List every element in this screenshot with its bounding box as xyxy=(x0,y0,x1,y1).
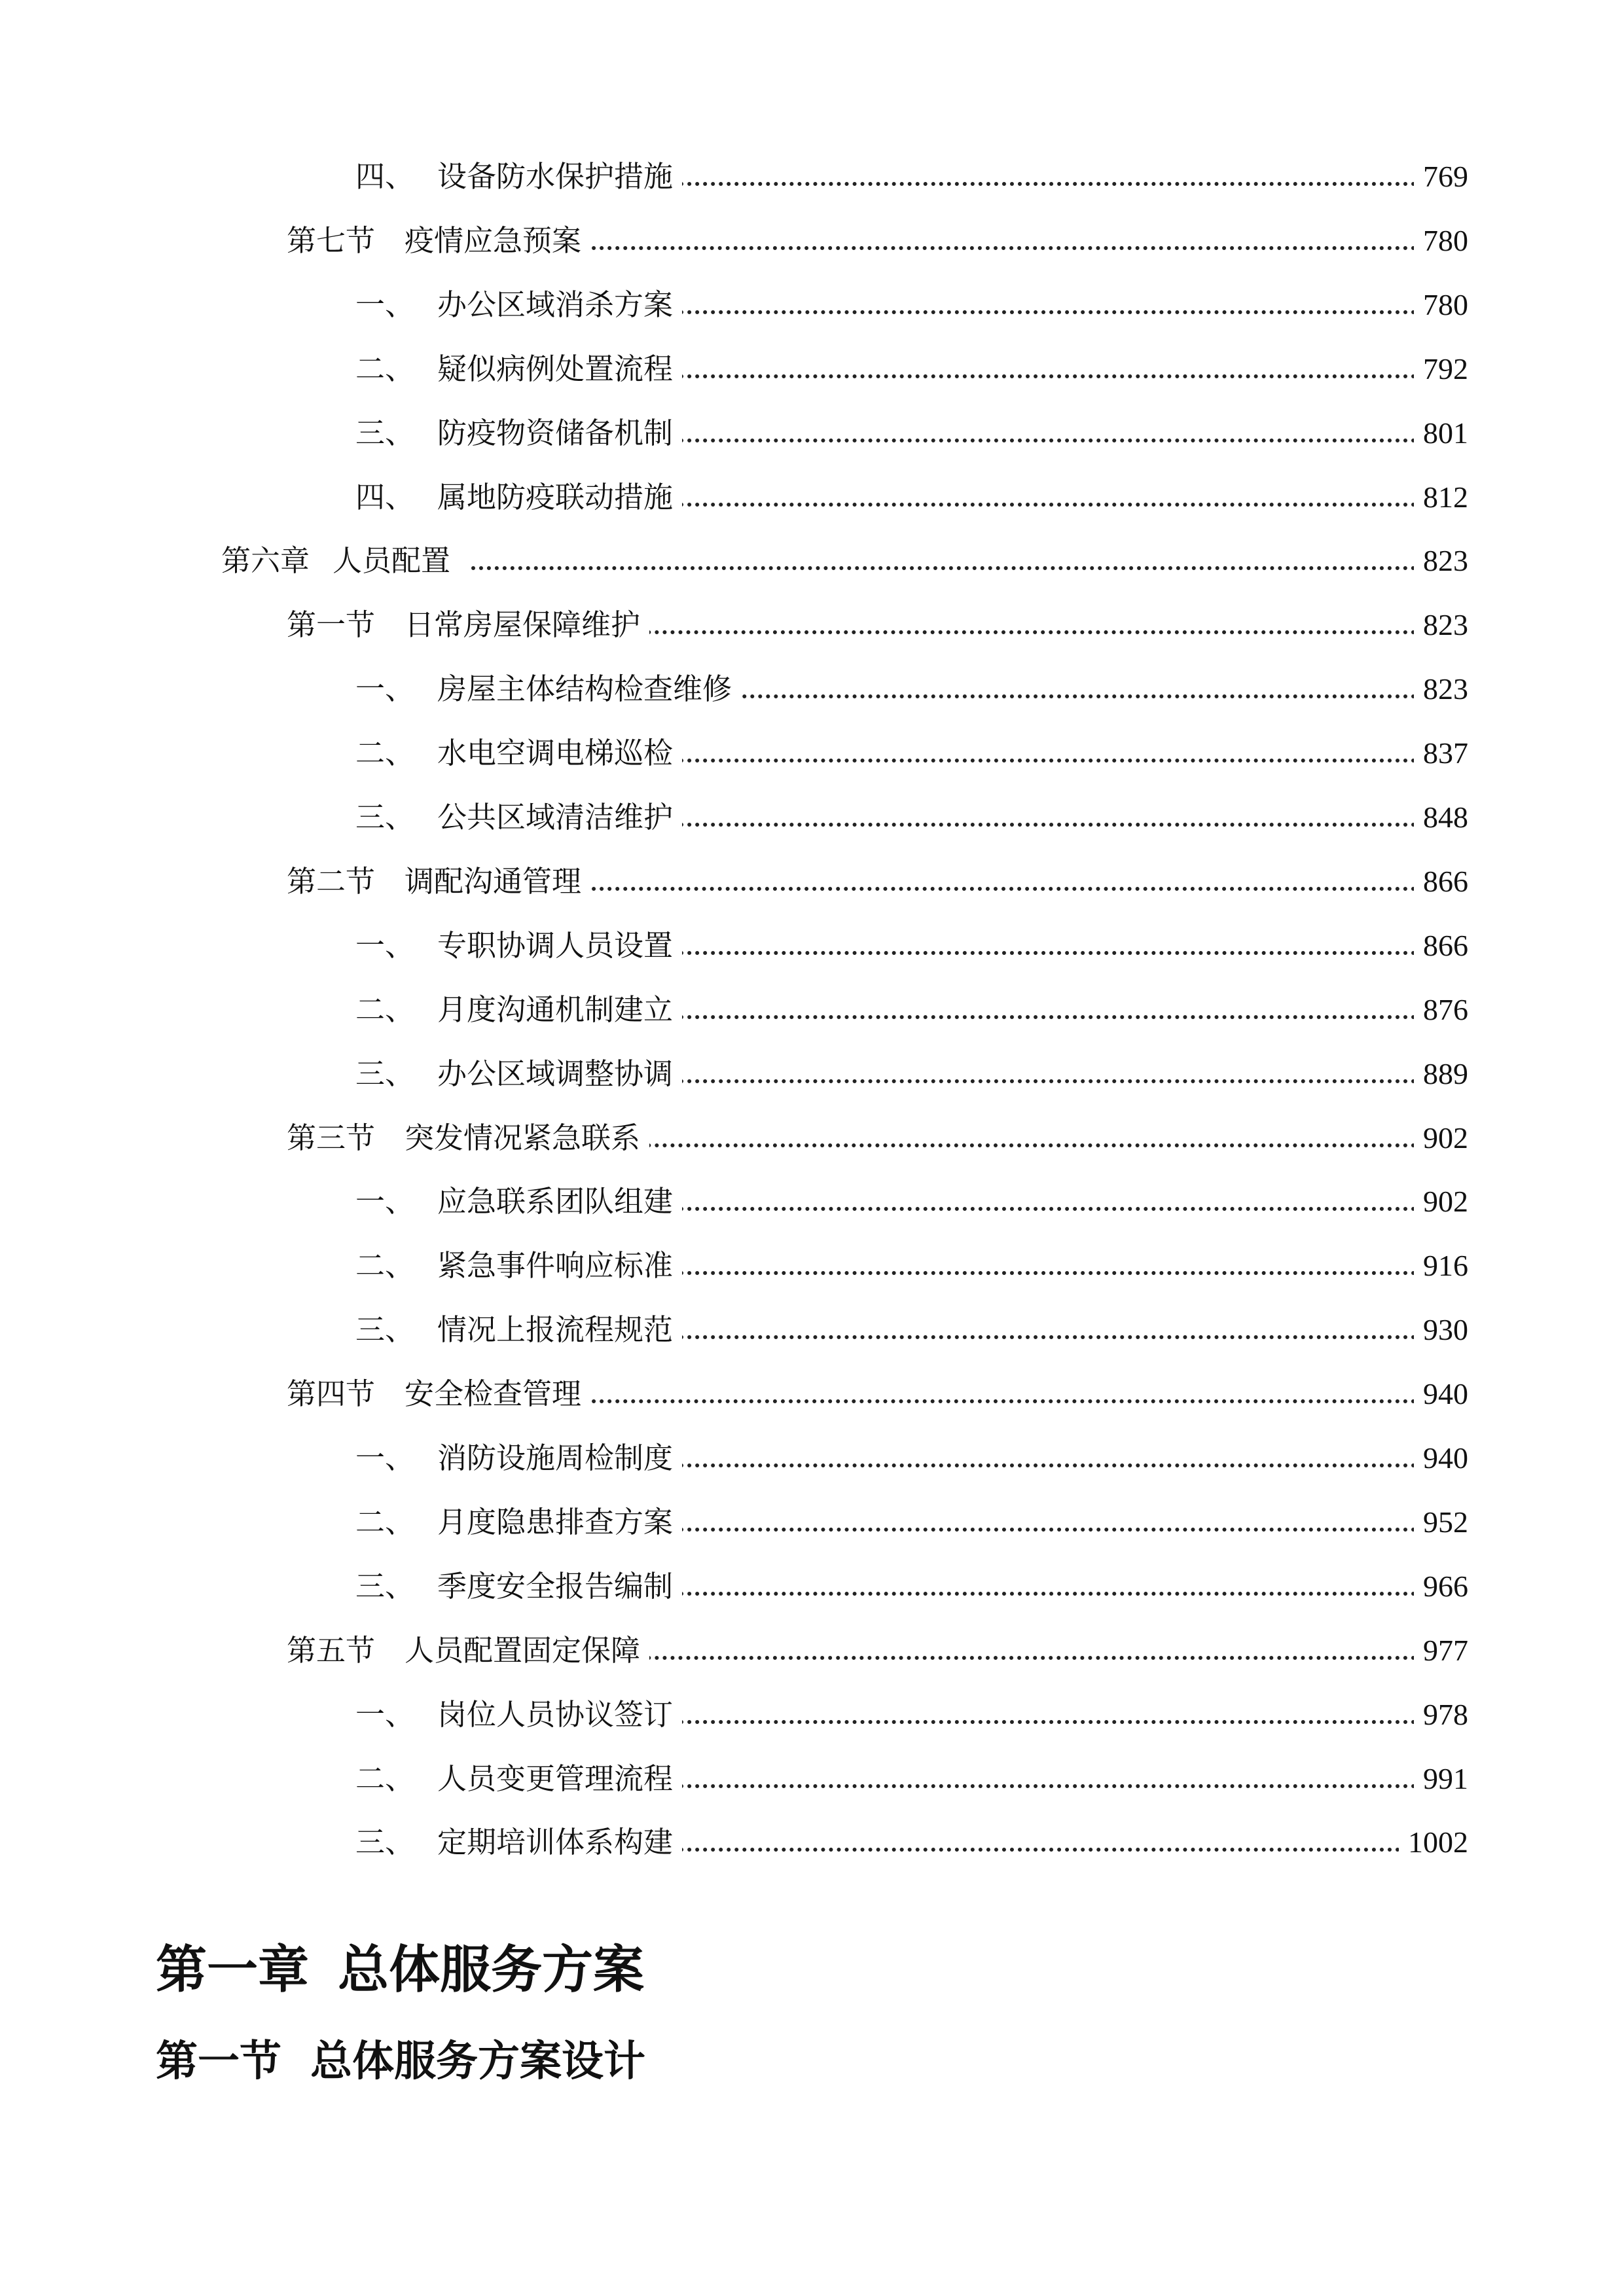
toc-dot-leader xyxy=(648,310,1416,314)
toc-dot-leader xyxy=(648,759,1416,762)
toc-entry-page-number: 916 xyxy=(1414,1246,1468,1285)
toc-entry-title: 人员配置 xyxy=(333,543,451,578)
toc-entry-title: 防疫物资储备机制 xyxy=(437,416,674,450)
toc-entry[interactable] xyxy=(0,798,1624,837)
toc-entry-label xyxy=(355,926,682,965)
section-heading-number: 第一节 xyxy=(156,2037,281,2086)
toc-entry-number: 一、 xyxy=(355,672,415,706)
chapter-heading-number: 第一章 xyxy=(156,1941,310,2000)
toc-entry-title: 人员配置固定保障 xyxy=(405,1633,641,1668)
toc-entry-number: 三、 xyxy=(355,1825,415,1859)
chapter-heading-title: 总体服务方案 xyxy=(338,1941,645,2000)
toc-entry-number: 二、 xyxy=(355,992,415,1027)
toc-entry-page-number: 902 xyxy=(1414,1182,1468,1221)
toc-entry-label xyxy=(355,1823,682,1862)
toc-entry-title: 公共区域清洁维护 xyxy=(437,800,674,834)
toc-entry-label xyxy=(287,605,649,645)
toc-entry[interactable] xyxy=(0,1374,1624,1414)
toc-entry-number: 一、 xyxy=(355,1184,415,1219)
toc-dot-leader xyxy=(648,503,1416,507)
toc-dot-leader xyxy=(648,694,1416,698)
toc-entry[interactable] xyxy=(0,1310,1624,1350)
toc-entry-label xyxy=(355,734,682,773)
toc-entry-label xyxy=(355,670,741,709)
toc-dot-leader xyxy=(576,1399,1416,1403)
toc-entry-title: 日常房屋保障维护 xyxy=(405,607,641,642)
toc-entry-page-number: 966 xyxy=(1414,1567,1468,1606)
toc-entry[interactable] xyxy=(0,1567,1624,1606)
toc-entry[interactable] xyxy=(0,221,1624,260)
toc-entry[interactable] xyxy=(0,670,1624,709)
toc-entry-page-number: 952 xyxy=(1414,1503,1468,1542)
toc-entry-title: 定期培训体系构建 xyxy=(437,1825,674,1859)
toc-entry-title: 疫情应急预案 xyxy=(405,223,582,258)
toc-entry[interactable] xyxy=(0,1439,1624,1478)
toc-entry-page-number: 866 xyxy=(1414,926,1468,965)
toc-entry-label xyxy=(287,862,590,901)
chapter-heading xyxy=(156,1937,644,2003)
toc-dot-leader xyxy=(648,1015,1416,1019)
toc-entry-title: 专职协调人员设置 xyxy=(437,928,674,963)
toc-dot-leader xyxy=(648,1463,1416,1467)
toc-entry[interactable] xyxy=(0,541,1624,581)
toc-dot-leader xyxy=(648,1335,1416,1339)
toc-entry-page-number: 792 xyxy=(1414,350,1468,389)
toc-entry-page-number: 823 xyxy=(1414,541,1468,581)
toc-entry-label xyxy=(355,1310,682,1350)
toc-entry-number: 第六章 xyxy=(221,543,310,578)
toc-entry-title: 月度隐患排查方案 xyxy=(437,1505,674,1539)
toc-dot-leader xyxy=(648,1528,1416,1532)
toc-entry-title: 季度安全报告编制 xyxy=(437,1569,674,1604)
toc-entry-label xyxy=(355,285,682,325)
toc-entry-number: 三、 xyxy=(355,1056,415,1091)
toc-entry-number: 二、 xyxy=(355,736,415,770)
toc-entry-title: 安全检查管理 xyxy=(405,1376,582,1411)
toc-entry[interactable] xyxy=(0,990,1624,1030)
toc-dot-leader xyxy=(648,823,1416,827)
toc-dot-leader xyxy=(648,182,1416,186)
toc-entry-label xyxy=(355,350,682,389)
toc-entry-number: 第七节 xyxy=(287,223,376,258)
toc-entry-label xyxy=(287,1374,590,1414)
toc-entry-page-number: 930 xyxy=(1414,1310,1468,1350)
toc-entry-label xyxy=(355,1439,682,1478)
toc-entry[interactable] xyxy=(0,1759,1624,1799)
toc-entry-label xyxy=(355,990,682,1030)
toc-entry-page-number: 876 xyxy=(1414,990,1468,1030)
toc-dot-leader xyxy=(471,566,1416,570)
toc-entry-title: 消防设施周检制度 xyxy=(437,1441,674,1475)
toc-dot-leader xyxy=(576,246,1416,250)
toc-entry-number: 一、 xyxy=(355,928,415,963)
toc-entry-number: 二、 xyxy=(355,351,415,386)
toc-entry-page-number: 902 xyxy=(1414,1119,1468,1158)
toc-entry-number: 一、 xyxy=(355,1441,415,1475)
toc-dot-leader xyxy=(576,630,1416,634)
toc-entry-label xyxy=(355,157,682,196)
toc-entry-page-number: 769 xyxy=(1414,157,1468,196)
toc-entry-number: 第三节 xyxy=(287,1121,376,1155)
toc-entry-label xyxy=(355,1759,682,1799)
toc-entry[interactable] xyxy=(0,478,1624,517)
toc-dot-leader xyxy=(648,439,1416,442)
toc-entry-number: 三、 xyxy=(355,1312,415,1347)
toc-dot-leader xyxy=(648,1592,1416,1596)
toc-entry[interactable] xyxy=(0,734,1624,773)
toc-dot-leader xyxy=(648,951,1416,955)
toc-entry[interactable] xyxy=(0,350,1624,389)
toc-entry-page-number: 812 xyxy=(1414,478,1468,517)
toc-entry[interactable] xyxy=(0,285,1624,325)
toc-entry-label xyxy=(221,541,460,581)
toc-entry-page-number: 977 xyxy=(1414,1631,1468,1670)
toc-dot-leader xyxy=(576,887,1416,891)
toc-entry-label xyxy=(355,1182,682,1221)
toc-dot-leader xyxy=(648,374,1416,378)
toc-entry-label xyxy=(355,478,682,517)
toc-entry-number: 四、 xyxy=(355,480,415,514)
toc-entry-label xyxy=(287,1119,649,1158)
toc-entry-title: 调配沟通管理 xyxy=(405,864,582,899)
toc-entry-page-number: 848 xyxy=(1414,798,1468,837)
toc-dot-leader xyxy=(648,1784,1416,1788)
toc-entry[interactable] xyxy=(0,1503,1624,1542)
toc-dot-leader xyxy=(648,1079,1416,1083)
toc-entry[interactable] xyxy=(0,414,1624,453)
toc-entry-number: 二、 xyxy=(355,1248,415,1283)
toc-entry[interactable] xyxy=(0,157,1624,196)
toc-entry-label xyxy=(287,1631,649,1670)
toc-dot-leader xyxy=(576,1656,1416,1660)
section-heading-title: 总体服务方案设计 xyxy=(310,2037,645,2086)
toc-entry-label xyxy=(287,221,590,260)
toc-entry-title: 水电空调电梯巡检 xyxy=(437,736,674,770)
toc-entry-number: 二、 xyxy=(355,1505,415,1539)
toc-entry-title: 月度沟通机制建立 xyxy=(437,992,674,1027)
toc-entry-page-number: 823 xyxy=(1414,670,1468,709)
toc-entry-title: 属地防疫联动措施 xyxy=(437,480,674,514)
toc-entry-page-number: 991 xyxy=(1414,1759,1468,1799)
toc-entry-title: 设备防水保护措施 xyxy=(437,159,674,194)
toc-dot-leader xyxy=(648,1207,1416,1211)
toc-dot-leader xyxy=(648,1271,1416,1275)
toc-entry-page-number: 823 xyxy=(1414,605,1468,645)
toc-entry-page-number: 866 xyxy=(1414,862,1468,901)
toc-entry[interactable] xyxy=(0,1695,1624,1734)
toc-entry-page-number: 837 xyxy=(1414,734,1468,773)
toc-entry-number: 三、 xyxy=(355,1569,415,1604)
toc-entry-label xyxy=(355,414,682,453)
toc-entry[interactable] xyxy=(0,1119,1624,1158)
toc-entry-number: 第二节 xyxy=(287,864,376,899)
toc-entry-title: 岗位人员协议签订 xyxy=(437,1697,674,1732)
toc-entry[interactable] xyxy=(0,862,1624,901)
toc-entry-page-number: 801 xyxy=(1414,414,1468,453)
toc-entry-label xyxy=(355,1567,682,1606)
toc-entry-label xyxy=(355,798,682,837)
toc-entry-number: 第一节 xyxy=(287,607,376,642)
toc-entry[interactable] xyxy=(0,1246,1624,1285)
toc-entry-title: 紧急事件响应标准 xyxy=(437,1248,674,1283)
toc-entry-number: 四、 xyxy=(355,159,415,194)
toc-entry-page-number: 780 xyxy=(1414,285,1468,325)
toc-dot-leader xyxy=(648,1720,1416,1724)
toc-entry-page-number: 1002 xyxy=(1399,1823,1468,1862)
toc-entry[interactable] xyxy=(0,1182,1624,1221)
toc-entry-title: 疑似病例处置流程 xyxy=(437,351,674,386)
toc-entry-title: 房屋主体结构检查维修 xyxy=(437,672,732,706)
toc-entry-title: 突发情况紧急联系 xyxy=(405,1121,641,1155)
toc-entry[interactable] xyxy=(0,1631,1624,1670)
toc-entry-label xyxy=(355,1054,682,1094)
toc-entry-number: 一、 xyxy=(355,287,415,322)
toc-entry-number: 三、 xyxy=(355,416,415,450)
toc-entry-label xyxy=(355,1246,682,1285)
toc-entry-page-number: 780 xyxy=(1414,221,1468,260)
toc-entry-number: 一、 xyxy=(355,1697,415,1732)
section-heading xyxy=(156,2034,645,2089)
toc-entry-title: 办公区域消杀方案 xyxy=(437,287,674,322)
toc-entry[interactable] xyxy=(0,1054,1624,1094)
toc-entry-number: 第四节 xyxy=(287,1376,376,1411)
toc-entry[interactable] xyxy=(0,605,1624,645)
toc-entry-number: 三、 xyxy=(355,800,415,834)
toc-entry-title: 情况上报流程规范 xyxy=(437,1312,674,1347)
toc-entry-label xyxy=(355,1503,682,1542)
toc-entry-title: 应急联系团队组建 xyxy=(437,1184,674,1219)
toc-entry[interactable] xyxy=(0,1823,1624,1862)
toc-entry-page-number: 940 xyxy=(1414,1374,1468,1414)
toc-dot-leader xyxy=(576,1143,1416,1147)
toc-entry-title: 办公区域调整协调 xyxy=(437,1056,674,1091)
toc-entry-page-number: 940 xyxy=(1414,1439,1468,1478)
toc-entry-number: 第五节 xyxy=(287,1633,376,1668)
toc-entry-label xyxy=(355,1695,682,1734)
toc-entry-page-number: 978 xyxy=(1414,1695,1468,1734)
toc-entry[interactable] xyxy=(0,926,1624,965)
toc-dot-leader xyxy=(648,1848,1416,1852)
toc-entry-title: 人员变更管理流程 xyxy=(437,1761,674,1796)
toc-entry-page-number: 889 xyxy=(1414,1054,1468,1094)
toc-entry-number: 二、 xyxy=(355,1761,415,1796)
